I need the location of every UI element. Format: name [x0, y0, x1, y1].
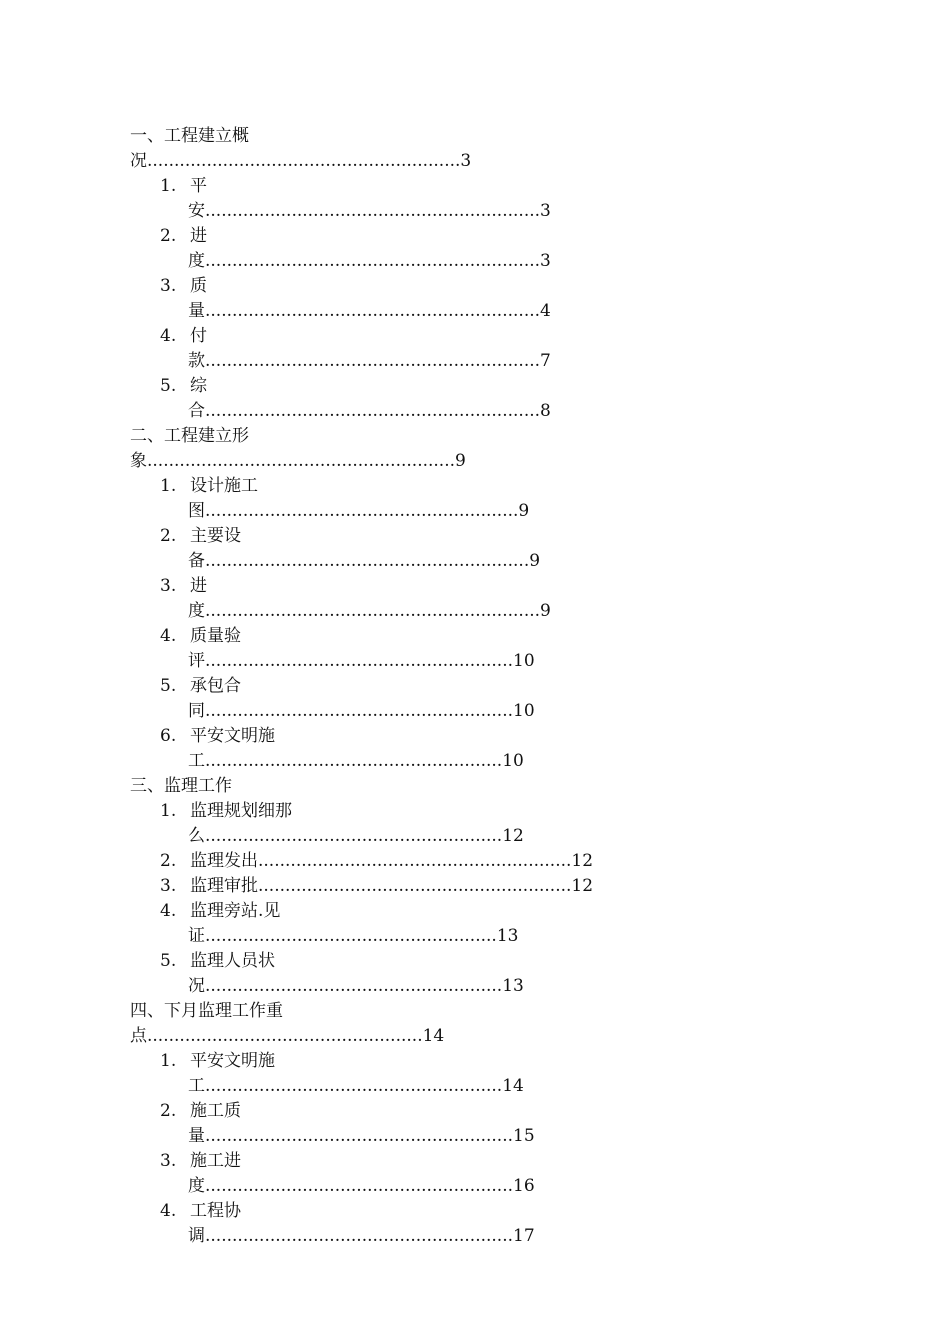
toc-entry-4-1[interactable]: 1. 平安文明施	[160, 1051, 275, 1071]
page-number: 13	[502, 976, 524, 996]
toc-entry-4-4[interactable]: 4. 工程协	[160, 1201, 241, 1221]
toc-entry-3-5-leader[interactable]: 况.......................................................13	[188, 976, 524, 996]
page-number: 17	[513, 1226, 535, 1246]
toc-entry-3-4-leader[interactable]: 证......................................................13	[188, 926, 519, 946]
toc-entry-3-3[interactable]: 3. 监理审批..........................................................12	[160, 876, 594, 896]
page-number: 3	[540, 201, 551, 221]
toc-entry-3-2[interactable]: 2. 监理发出..........................................................12	[160, 851, 594, 871]
page-number: 10	[513, 701, 535, 721]
toc-entry-1-5[interactable]: 5. 综	[160, 376, 207, 396]
toc-entry-4-2-leader[interactable]: 量.........................................................15	[188, 1126, 535, 1146]
page-number: 16	[513, 1176, 535, 1196]
toc-entry-4-2[interactable]: 2. 施工质	[160, 1101, 241, 1121]
page-number: 10	[513, 651, 535, 671]
toc-entry-3-1-leader[interactable]: 么.......................................................12	[188, 826, 524, 846]
toc-entry-1-1-leader[interactable]: 安..............................................................3	[188, 201, 551, 221]
toc-section-1-title[interactable]: 一、工程建立概	[130, 126, 249, 146]
toc-entry-1-5-leader[interactable]: 合..............................................................8	[188, 401, 551, 421]
page-number: 9	[518, 501, 530, 521]
toc-entry-3-1[interactable]: 1. 监理规划细那	[160, 801, 292, 821]
toc-section-4-title[interactable]: 四、下月监理工作重	[130, 1001, 283, 1021]
page-number: 3	[540, 251, 551, 271]
page-number: 13	[496, 926, 519, 946]
toc-section-3-title[interactable]: 三、监理工作	[130, 776, 232, 796]
toc-entry-1-2-leader[interactable]: 度..............................................................3	[188, 251, 551, 271]
page-number: 12	[502, 826, 524, 846]
toc-entry-1-4-leader[interactable]: 款..............................................................7	[188, 351, 551, 371]
page-number: 15	[513, 1126, 535, 1146]
page-number: 7	[540, 351, 551, 371]
toc-entry-2-5[interactable]: 5. 承包合	[160, 676, 241, 696]
page-number: 9	[455, 451, 466, 471]
toc-entry-4-3-leader[interactable]: 度.........................................................16	[188, 1176, 535, 1196]
toc-entry-4-1-leader[interactable]: 工.......................................................14	[188, 1076, 524, 1096]
toc-entry-1-4[interactable]: 4. 付	[160, 326, 207, 346]
toc-entry-4-3[interactable]: 3. 施工进	[160, 1151, 241, 1171]
toc-entry-4-4-leader[interactable]: 调.........................................................17	[188, 1226, 535, 1246]
toc-entry-2-3-leader[interactable]: 度..............................................................9	[188, 601, 551, 621]
toc-entry-1-2[interactable]: 2. 进	[160, 226, 207, 246]
toc-entry-1-3[interactable]: 3. 质	[160, 276, 207, 296]
toc-section-2-title[interactable]: 二、工程建立形	[130, 426, 249, 446]
toc-entry-2-2[interactable]: 2. 主要设	[160, 526, 241, 546]
toc-entry-3-5[interactable]: 5. 监理人员状	[160, 951, 275, 971]
page-number: 3	[460, 151, 472, 171]
toc-section-4-leader[interactable]: 点...................................................14	[130, 1026, 445, 1046]
toc-entry-2-4[interactable]: 4. 质量验	[160, 626, 241, 646]
page-number: 10	[502, 751, 524, 771]
page-number: 9	[529, 551, 541, 571]
toc-entry-2-3[interactable]: 3. 进	[160, 576, 207, 596]
toc-entry-2-1[interactable]: 1. 设计施工	[160, 476, 258, 496]
toc-entry-2-5-leader[interactable]: 同.........................................................10	[188, 701, 535, 721]
toc-entry-2-6-leader[interactable]: 工.......................................................10	[188, 751, 524, 771]
toc-entry-2-4-leader[interactable]: 评.........................................................10	[188, 651, 535, 671]
toc-entry-3-4[interactable]: 4. 监理旁站.见	[160, 901, 281, 921]
toc-entry-2-6[interactable]: 6. 平安文明施	[160, 726, 275, 746]
toc-entry-1-3-leader[interactable]: 量..............................................................4	[188, 301, 551, 321]
toc-section-2-leader[interactable]: 象.........................................................9	[130, 451, 466, 471]
toc-entry-1-1[interactable]: 1. 平	[160, 176, 207, 196]
page-number: 4	[540, 301, 551, 321]
page-number: 12	[571, 851, 594, 871]
toc-section-1-leader[interactable]: 况..........................................................3	[130, 151, 472, 171]
page-number: 12	[571, 876, 594, 896]
page-number: 8	[540, 401, 551, 421]
page-number: 9	[540, 601, 551, 621]
toc-entry-2-1-leader[interactable]: 图..........................................................9	[188, 501, 530, 521]
page-number: 14	[502, 1076, 524, 1096]
page-number: 14	[422, 1026, 445, 1046]
toc-entry-2-2-leader[interactable]: 备............................................................9	[188, 551, 541, 571]
